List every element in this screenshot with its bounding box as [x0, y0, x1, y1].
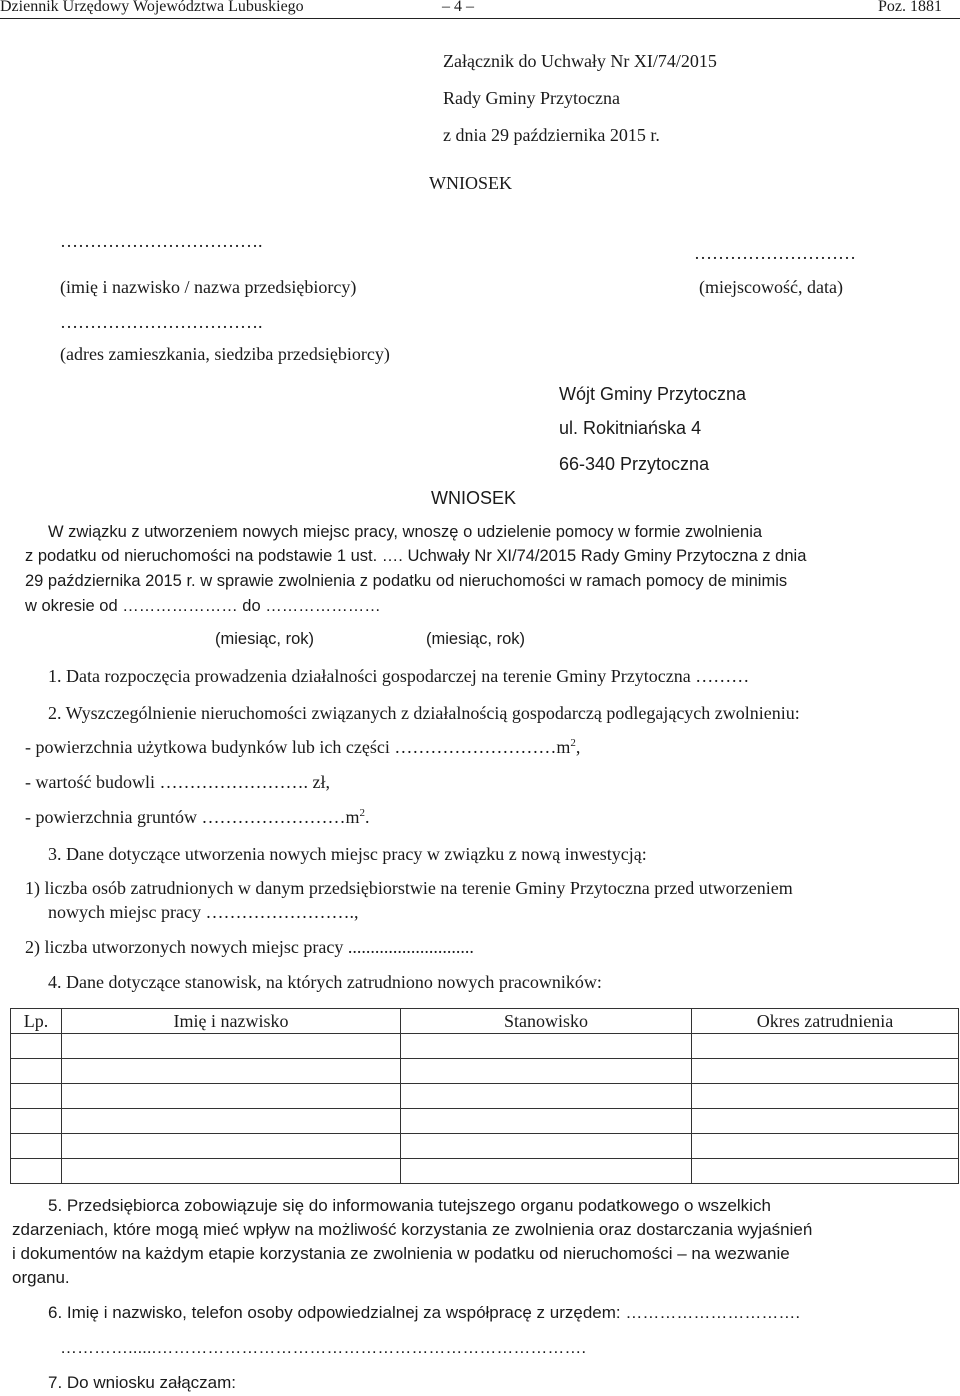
- item-5-line-1: 5. Przedsiębiorca zobowiązuje się do informowania tutejszego organu podatkowego o wszelkich: [48, 1196, 771, 1215]
- applicant-address-label: (adres zamieszkania, siedziba przedsiębiorcy): [60, 344, 390, 364]
- cell-lp[interactable]: [11, 1034, 62, 1059]
- cell-period[interactable]: [692, 1109, 959, 1134]
- item-2a: - powierzchnia użytkowa budynków lub ich części $\dots\dots\dots\dots\dots\dots\dots\dots\dots m^2$,: [25, 737, 581, 757]
- item-6: 6. Imię i nazwisko, telefon osoby odpowiedzialnej za współpracę z urzędem: ………………………….: [48, 1303, 801, 1322]
- intro-line-4: w okresie od ………………… do …………………: [25, 597, 381, 615]
- col-name: Imię i nazwisko: [62, 1009, 401, 1034]
- annex-line-2: Rady Gminy Przytoczna: [443, 88, 620, 108]
- item-4: 4. Dane dotyczące stanowisk, na których zatrudniono nowych pracowników:: [48, 972, 602, 992]
- intro-line-3: 29 października 2015 r. w sprawie zwolnienia z podatku od nieruchomości w ramach pomocy de minimis: [25, 572, 788, 590]
- table-header-row: [11, 1009, 959, 1034]
- item-5-line-4: organu.: [12, 1268, 70, 1287]
- cell-position[interactable]: [401, 1134, 692, 1159]
- item-3a-line-2: nowych miejsc pracy …………………….,: [48, 902, 359, 922]
- cell-position[interactable]: [401, 1109, 692, 1134]
- table-row: [11, 1134, 959, 1159]
- item-3b: 2) liczba utworzonych nowych miejsc pracy ............................: [25, 937, 474, 957]
- item-6-dots: …………......………………………………………………………………….: [60, 1338, 587, 1357]
- table-row: [11, 1109, 959, 1134]
- header-rule: [0, 18, 960, 19]
- cell-name[interactable]: [62, 1134, 401, 1159]
- cell-position[interactable]: [401, 1159, 692, 1184]
- cell-lp[interactable]: [11, 1159, 62, 1184]
- recipient-line-1: Wójt Gminy Przytoczna: [559, 384, 747, 404]
- cell-position[interactable]: [401, 1059, 692, 1084]
- cell-position[interactable]: [401, 1034, 692, 1059]
- cell-period[interactable]: [692, 1059, 959, 1084]
- applicant-name-dots: …………………………….: [60, 231, 263, 251]
- employees-table: [10, 1008, 959, 1184]
- cell-period[interactable]: [692, 1134, 959, 1159]
- item-2b: - wartość budowli ……………………. zł,: [25, 772, 330, 792]
- cell-lp[interactable]: [11, 1109, 62, 1134]
- col-period: Okres zatrudnienia: [692, 1009, 959, 1034]
- label-to-period: (miesiąc, rok): [426, 630, 526, 648]
- col-lp: Lp.: [11, 1009, 62, 1034]
- form-title-top: WNIOSEK: [429, 173, 512, 193]
- item-3a-line-1: 1) liczba osób zatrudnionych w danym przedsiębiorstwie na terenie Gminy Przytoczna przed utworzeniem: [25, 878, 793, 898]
- item-7: 7. Do wniosku załączam:: [48, 1373, 237, 1392]
- cell-name[interactable]: [62, 1034, 401, 1059]
- page-number: – 4 –: [442, 0, 474, 15]
- item-2c: - powierzchnia gruntów $\dots\dots\dots\dots\dots\dots\dots\dots m^2$.: [25, 807, 370, 827]
- cell-name[interactable]: [62, 1059, 401, 1084]
- table-row: [11, 1059, 959, 1084]
- position-number: Poz. 1881: [878, 0, 942, 15]
- cell-lp[interactable]: [11, 1059, 62, 1084]
- cell-period[interactable]: [692, 1034, 959, 1059]
- cell-name[interactable]: [62, 1109, 401, 1134]
- cell-lp[interactable]: [11, 1134, 62, 1159]
- item-5-line-2: zdarzeniach, które mogą mieć wpływ na możliwość korzystania ze zwolnienia oraz dostarczania wyjaśnień: [12, 1220, 813, 1239]
- place-date-dots: ………………………: [694, 243, 856, 263]
- cell-position[interactable]: [401, 1084, 692, 1109]
- recipient-line-3: 66-340 Przytoczna: [559, 454, 710, 474]
- table-row: [11, 1084, 959, 1109]
- applicant-name-label: (imię i nazwisko / nazwa przedsiębiorcy): [60, 277, 357, 297]
- label-from-period: (miesiąc, rok): [215, 630, 315, 648]
- journal-title: Dziennik Urzędowy Województwa Lubuskiego: [0, 0, 304, 15]
- form-title-main: WNIOSEK: [431, 488, 517, 508]
- annex-line-3: z dnia 29 października 2015 r.: [443, 125, 660, 145]
- annex-line-1: Załącznik do Uchwały Nr XI/74/2015: [443, 51, 717, 71]
- item-3: 3. Dane dotyczące utworzenia nowych miejsc pracy w związku z nową inwestycją:: [48, 844, 647, 864]
- col-position: Stanowisko: [401, 1009, 692, 1034]
- place-date-label: (miejscowość, data): [699, 277, 843, 297]
- recipient-line-2: ul. Rokitniańska 4: [559, 418, 702, 438]
- intro-line-2: z podatku od nieruchomości na podstawie 1 ust. …. Uchwały Nr XI/74/2015 Rady Gminy Przytoczna z dnia: [25, 547, 807, 565]
- item-1: 1. Data rozpoczęcia prowadzenia działalności gospodarczej na terenie Gminy Przytoczna ………: [48, 666, 750, 686]
- applicant-address-dots: …………………………….: [60, 312, 263, 332]
- cell-period[interactable]: [692, 1159, 959, 1184]
- cell-period[interactable]: [692, 1084, 959, 1109]
- table-row: [11, 1034, 959, 1059]
- cell-lp[interactable]: [11, 1084, 62, 1109]
- intro-line-1: W związku z utworzeniem nowych miejsc pracy, wnoszę o udzielenie pomocy w formie zwolnienia: [48, 523, 763, 541]
- item-5-line-3: i dokumentów na każdym etapie korzystania ze zwolnienia w podatku od nieruchomości – na wezwanie: [12, 1244, 790, 1263]
- cell-name[interactable]: [62, 1084, 401, 1109]
- cell-name[interactable]: [62, 1159, 401, 1184]
- table-row: [11, 1159, 959, 1184]
- item-2: 2. Wyszczególnienie nieruchomości związanych z działalnością gospodarczą podlegających zwolnieniu:: [48, 703, 800, 723]
